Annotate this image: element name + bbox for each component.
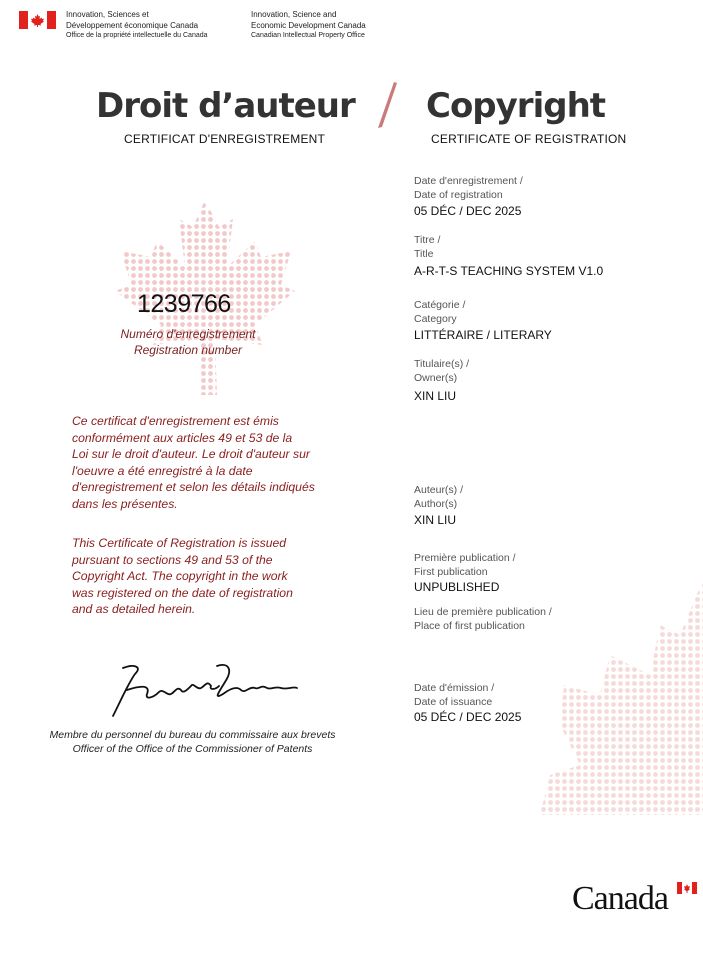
registration-number: 1239766 [137,290,231,318]
statement-line: dans les présentes. [72,496,178,511]
label-fr: Lieu de première publication / [414,606,552,618]
wordmark-flag-icon [677,882,697,894]
header-line: Economic Development Canada [251,20,366,30]
field-value-date-issuance: 05 DÉC / DEC 2025 [414,710,522,724]
label-fr: Titre / [414,234,441,246]
label-fr: Date d'émission / [414,682,495,694]
field-label-place-publication [414,605,552,633]
statement-line: l'oeuvre a été enregistré à la date [72,463,253,478]
label-en: Category [414,313,457,325]
statement-line: Loi sur le droit d'auteur. Le droit d'auteur sur [72,447,310,462]
statement-line: Ce certificat d'enregistrement est émis [72,414,279,428]
label-en: Title [414,248,434,260]
statement-line: pursuant to sections 49 and 53 of the [72,552,273,567]
field-value-category: LITTÉRAIRE / LITERARY [414,328,552,342]
header-line: Office de la propriété intellectuelle du Canada [66,32,208,39]
header-line: Développement économique Canada [66,20,199,30]
label-en: First publication [414,566,488,578]
registration-number-label [98,326,278,358]
label-en: Date of issuance [414,696,493,708]
label-en: Place of first publication [414,620,525,632]
statement-line: Copyright Act. The copyright in the work [72,569,288,584]
header-line: Canadian Intellectual Property Office [251,32,365,39]
subtitle-fr: CERTIFICAT D'ENREGISTREMENT [124,132,326,146]
wordmark-text: Canada [572,880,668,917]
field-label-category [414,298,465,326]
statement-fr [72,413,334,513]
label-fr: Numéro d'enregistrement [120,327,256,341]
maple-leaf-watermark-corner-icon [540,575,703,815]
field-label-date-registration [414,174,523,202]
title-en: Copyright [426,86,606,126]
header-line: Innovation, Science and [251,10,337,19]
field-label-first-publication [414,551,516,579]
header-department-en [251,10,366,42]
statement-line: This Certificate of Registration is issued [72,536,287,550]
label-en: Author(s) [414,498,458,510]
field-value-title: A-R-T-S TEACHING SYSTEM V1.0 [414,264,604,278]
statement-line: and as detailed herein. [72,602,196,617]
field-label-title [414,233,440,261]
field-label-authors [414,483,463,511]
subtitle-en: CERTIFICATE OF REGISTRATION [431,132,627,146]
label-fr: Catégorie / [414,299,466,311]
slash-divider-icon [368,80,408,130]
signature-caption [30,728,355,756]
label-fr: Titulaire(s) / [414,358,470,370]
title-fr: Droit d’auteur [96,86,355,126]
field-label-date-issuance [414,681,494,709]
field-value-owners: XIN LIU [414,389,457,403]
statement-line: conformément aux articles 49 et 53 de la [72,430,293,445]
label-en: Date of registration [414,189,503,201]
canada-wordmark-logo [572,880,700,916]
statement-line: was registered on the date of registration [72,585,293,600]
field-value-first-publication: UNPUBLISHED [414,580,500,594]
field-value-date-registration: 05 DÉC / DEC 2025 [414,204,522,218]
caption-fr: Membre du personnel du bureau du commissaire aux brevets [49,729,336,741]
canada-flag-icon [19,11,56,29]
signature-image [105,660,300,720]
statement-line: d'enregistrement et selon les détails indiqués [72,480,315,495]
label-fr: Date d'enregistrement / [414,175,523,187]
label-en: Registration number [133,343,243,357]
field-value-authors: XIN LIU [414,513,457,527]
statement-en [72,535,334,618]
label-fr: Auteur(s) / [414,484,464,496]
caption-en: Officer of the Office of the Commissioner of Patents [72,743,313,755]
field-label-owners [414,357,469,385]
header-department-fr [66,10,208,42]
header-line: Innovation, Sciences et [66,10,149,19]
label-fr: Première publication / [414,552,516,564]
label-en: Owner(s) [414,372,458,384]
